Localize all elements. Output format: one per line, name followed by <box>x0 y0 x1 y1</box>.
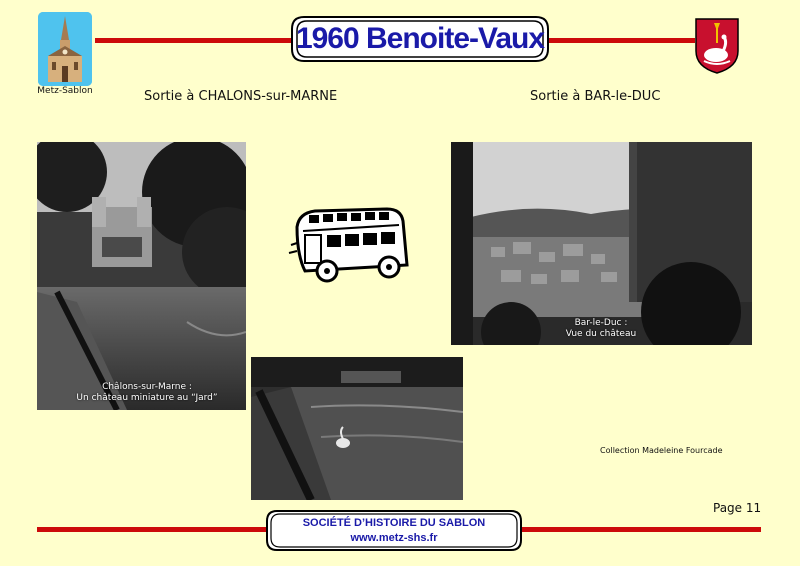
caption-chalons <box>57 382 237 404</box>
page-title: 1960 Benoite-Vaux <box>295 22 545 55</box>
bus-icon <box>287 205 417 290</box>
caption-bar-line2: Vue du château <box>565 329 637 339</box>
footer-banner <box>265 509 523 552</box>
caption-chalons-line2: Un château miniature au “Jard” <box>76 393 218 403</box>
church-logo <box>38 12 92 86</box>
photo-chalons-chateau <box>37 142 246 410</box>
caption-chalons-line1: Châlons-sur-Marne : <box>102 382 192 392</box>
footer-text <box>265 509 523 552</box>
heading-chalons: Sortie à CHALONS-sur-MARNE <box>144 89 338 104</box>
photo-credit: Collection Madeleine Fourcade <box>600 446 723 455</box>
caption-bar-line1: Bar-le-Duc : <box>574 318 628 328</box>
header-rule-right <box>547 38 695 43</box>
society-name: SOCIÉTÉ D’HISTOIRE DU SABLON <box>302 516 486 529</box>
header-rule-left <box>95 38 295 43</box>
page-number: Page 11 <box>713 501 762 515</box>
website-link[interactable]: www.metz-shs.fr <box>350 531 438 544</box>
heading-bar-le-duc: Sortie à BAR-le-DUC <box>530 89 661 104</box>
footer-rule-left <box>37 527 269 532</box>
photo-river-swan <box>251 357 463 500</box>
logo-caption: Metz-Sablon <box>37 86 93 96</box>
caption-bar-le-duc <box>541 318 661 340</box>
footer-rule-right <box>519 527 761 532</box>
photo-bar-le-duc <box>451 142 752 345</box>
title-banner <box>290 15 550 63</box>
coat-of-arms-icon <box>694 17 740 75</box>
